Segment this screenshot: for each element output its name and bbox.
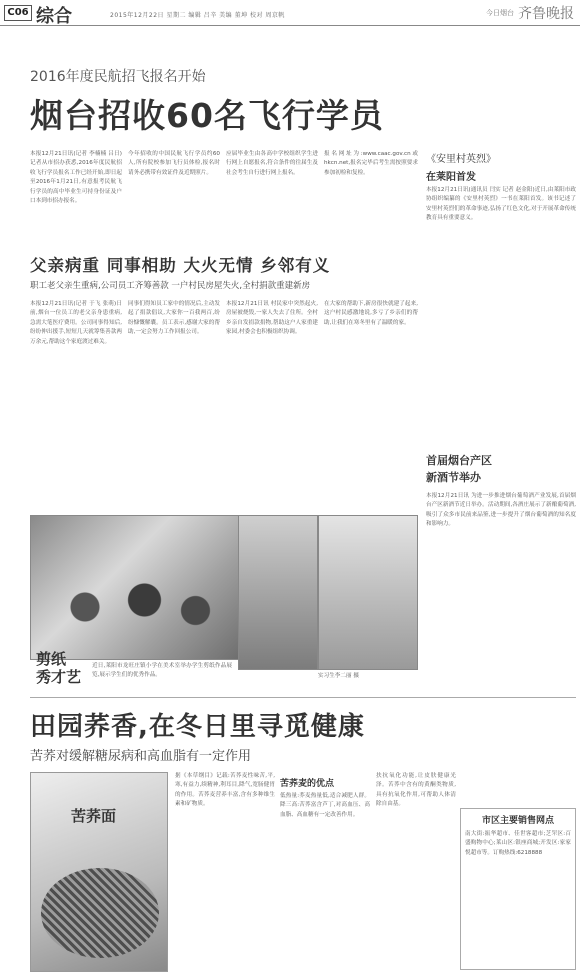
wine-head-line-2: 新酒节举办 xyxy=(426,471,481,484)
noodle-label: 苦荞面 xyxy=(71,807,117,825)
caption-line-1: 剪纸 xyxy=(36,650,67,668)
buckwheat-col: 据《本草纲目》记载:苦荞麦性味苦,平,寒,有益力,续精神,利耳目,降气,宽肠健胃的作用。苦荞麦营养丰富,含有多种维生素和矿物质。 xyxy=(175,773,275,808)
newspaper-brand: 齐鲁晚报 xyxy=(518,6,574,22)
noodle-illustration xyxy=(41,868,159,958)
photo-credit: 实习生李二丽 摄 xyxy=(318,673,359,679)
feature-col: 报名网址为:www.caac.gov.cn或hkcn.net,报名完毕后考生需按照要求参加初检和复检。 xyxy=(324,151,418,176)
sales-box xyxy=(460,808,576,970)
inner-story-body xyxy=(30,300,418,505)
inner-col: 本报12月21日讯 村民家中突然起火,房屋被烧毁,一家人失去了住所。全村乡亲自发捐款捐物,帮助这户人家重建家园,村委会也积极组织协调。 xyxy=(226,301,318,336)
caption-line-2: 秀才艺 xyxy=(36,668,82,686)
section-divider xyxy=(30,697,576,698)
issue-meta: 2015年12月22日 星期二 编辑 吕辛 美编 董坤 校对 周京帆 xyxy=(110,12,285,19)
wine-head-line-1: 首届烟台产区 xyxy=(426,454,492,467)
photo-figures xyxy=(51,579,221,649)
page-header xyxy=(0,0,580,26)
papercut-photo xyxy=(30,515,240,660)
inner-col: 在大家的帮助下,新房很快就建了起来,这户村民感激地说,多亏了乡亲们的帮助,让我们在寒冬里有了温暖的家。 xyxy=(324,301,418,326)
child-photo-1 xyxy=(238,515,318,670)
sales-box-title: 市区主要销售网点 xyxy=(481,816,554,826)
feature-col: 今年招收的中国民航飞行学员约60人,所有院校参加飞行员体检,报名时请务必携带有效证件及近期照片。 xyxy=(128,151,220,176)
inner-story-subtitle: 职工老父亲生重病,公司员工齐筹善款 一户村民房屋失火,全村捐款重建新房 xyxy=(30,281,311,291)
right-story-title: 《安里村英烈》 xyxy=(426,154,496,165)
right-story-subtitle: 在莱阳首发 xyxy=(426,172,476,183)
buckwheat-text: 低热量:荞麦热量低,适合减肥人群。降三高:苦荞富含芦丁,对高血压、高血脂、高血糖有一定改善作用。 xyxy=(280,793,370,818)
feature-col: 本报12月21日讯(记者 李楠楠 吕日)记者从市招办获悉,2016年度民航招收飞行学员报名工作已经开始,即日起至2016年1月21日,有意报考民航飞行学员的高中毕业生可持身份证及户口本到市招办报名。 xyxy=(30,151,122,205)
feature-kicker: 2016年度民航招飞报名开始 xyxy=(30,69,206,85)
buckwheat-col xyxy=(280,772,370,972)
right-story-body: 本报12月21日讯(通讯员 闫实 记者 赵金阳)近日,由莱阳市政协组织编纂的《安里村英烈》一书在莱阳首发。该书记述了安里村英烈们的革命事迹,弘扬了红色文化,对于开展革命传统教育具有重要意义。 xyxy=(426,187,576,222)
wine-festival-body: 本报12月21日讯 为进一步推进烟台葡萄酒产业发展,首届烟台产区新酒节近日举办。活动期间,各酒庄展示了新酿葡萄酒,吸引了众多市民前来品鉴,进一步提升了烟台葡萄酒的知名度和影响力。 xyxy=(426,493,576,528)
photo-caption-title xyxy=(36,650,81,686)
section-title: 综合 xyxy=(36,6,72,27)
inner-story-title: 父亲病重 同事相助 大火无情 乡邻有义 xyxy=(30,256,331,275)
inner-story-head xyxy=(30,252,418,292)
buckwheat-col: 扶抗氧化功能,让皮肤健康光泽。苦荞中含有的黄酮类物质,具有抗氧化作用,可帮助人体清除自由基。 xyxy=(376,773,456,808)
page-number: C06 xyxy=(4,5,32,21)
sales-box-text: 南大街:振华超市、佳世客超市;芝罘区:百盛购物中心;莱山区:银座商城;开发区:家家悦超市等。订购热线:6218888 xyxy=(465,831,571,856)
feature-headline: 烟台招收60名飞行学员 xyxy=(30,96,384,135)
child-photo-2 xyxy=(318,515,418,670)
feature-col: 应届毕业生由各高中学校组织学生进行网上自愿报名,符合条件的往届生及社会考生自行进行网上报名。 xyxy=(226,151,318,176)
brand-sub: 今日烟台 xyxy=(486,9,514,17)
inner-col: 同事们得知员工家中的情况后,主动发起了捐款倡议,大家你一百我两百,纷纷慷慨解囊。员工表示,感谢大家的帮助,一定会努力工作回报公司。 xyxy=(128,301,220,336)
photo-caption: 近日,莱阳市龙旺庄镇小学在美术室举办学生剪纸作品展览,展示学生们的优秀作品。 xyxy=(92,663,232,679)
buckwheat-subhead: 苦荞麦的优点 xyxy=(280,779,335,789)
buckwheat-headline: 田园荞香,在冬日里寻觅健康 xyxy=(30,712,365,742)
feature-body xyxy=(30,150,418,246)
wine-festival-head xyxy=(426,452,492,486)
buckwheat-noodle-image xyxy=(30,772,168,972)
inner-col: 本报12月21日讯(记者 于飞 张萌)日前,烟台一位员工的老父亲身患重病,急需大笔医疗费用。公司同事得知后,纷纷伸出援手,短短几天就筹集善款两万余元,帮助这个家庭渡过难关。 xyxy=(30,301,122,345)
buckwheat-subtitle: 苦荞对缓解糖尿病和高血脂有一定作用 xyxy=(30,749,252,764)
